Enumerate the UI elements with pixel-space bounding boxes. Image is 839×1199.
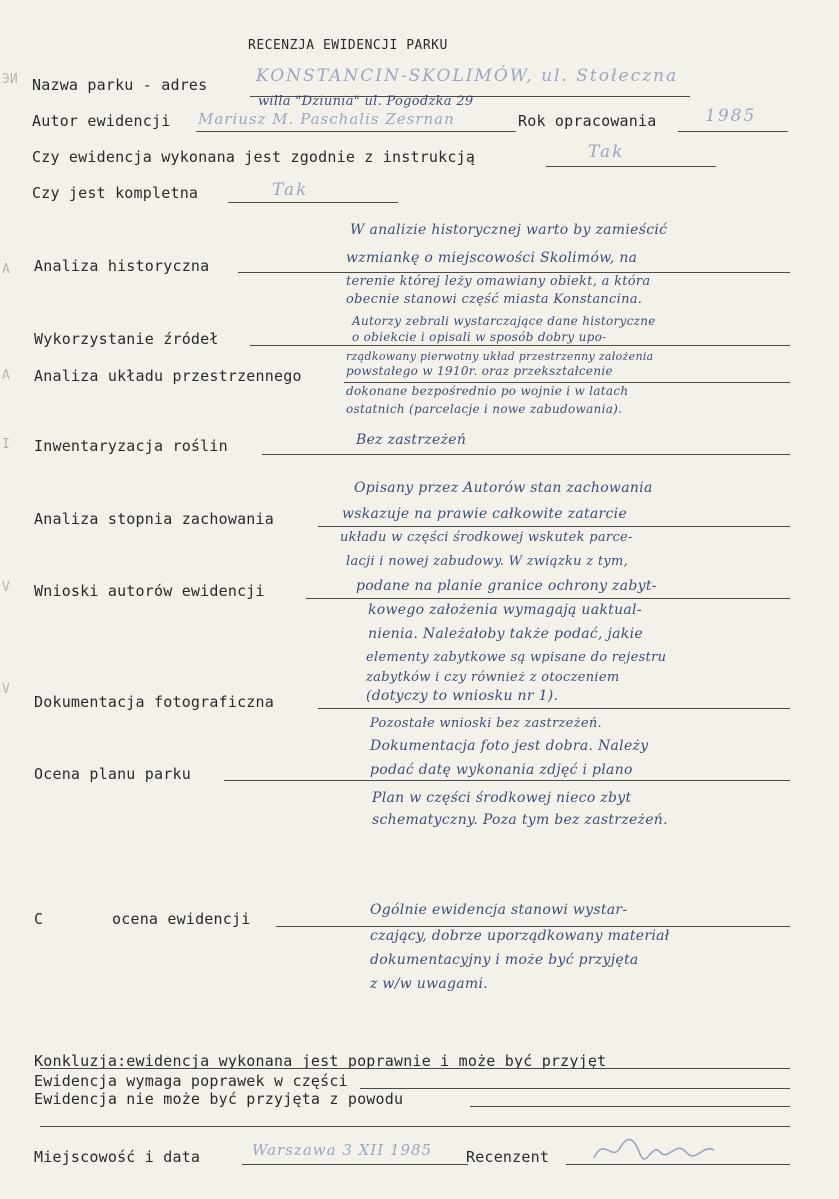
park-name-value: KONSTANCIN-SKOLIMÓW, ul. Stołeczna (256, 66, 679, 86)
place-date-value: Warszawa 3 XII 1985 (252, 1141, 433, 1159)
author-label: Autor ewidencji (32, 112, 171, 130)
margin-mark: ЭИ (2, 72, 18, 87)
handwritten-line: Opisany przez Autorów stan zachowania (354, 480, 653, 496)
handwritten-line: ostatnich (parcelacje i nowe zabudowania). (346, 402, 623, 416)
plan-label: Ocena planu parku (34, 765, 191, 783)
handwritten-line: Autorzy zebrali wystarczające dane historyczne (352, 314, 656, 328)
handwritten-line: (dotyczy to wniosku nr 1). (366, 688, 559, 704)
rule (238, 272, 790, 273)
rule (228, 202, 398, 203)
handwritten-line: układu w części środkowej wskutek parce- (340, 530, 633, 545)
rule (678, 131, 788, 132)
margin-mark: A (2, 368, 10, 383)
rule (360, 1088, 790, 1089)
handwritten-line: dokonane bezpośrednio po wojnie i w latach (346, 384, 629, 398)
handwritten-line: podać datę wykonania zdjęć i plano (370, 762, 633, 778)
handwritten-line: wskazuje na prawie całkowite zatarcie (342, 506, 628, 522)
historical-label: Analiza historyczna (34, 257, 210, 275)
conclusions-label: Wnioski autorów ewidencji (34, 582, 265, 600)
handwritten-line: obecnie stanowi część miasta Konstancina. (346, 292, 643, 307)
handwritten-line: elementy zabytkowe są wpisane do rejestru (366, 650, 667, 665)
handwritten-line: lacji i nowej zabudowy. W związku z tym, (346, 554, 629, 569)
rule (40, 1068, 790, 1069)
year-value: 1985 (705, 106, 757, 126)
handwritten-line: zabytków i czy również z otoczeniem (366, 670, 620, 685)
conclusion-corrections: Ewidencja wymaga poprawek w części (34, 1072, 348, 1090)
plants-label: Inwentaryzacja roślin (34, 437, 228, 455)
handwritten-line: Dokumentacja foto jest dobra. Należy (370, 738, 649, 754)
handwritten-line: czający, dobrze uporządkowany materiał (370, 928, 670, 944)
conclusion-accepted: Konkluzja:ewidencja wykonana jest poprawnie i może być przyjęt (34, 1052, 607, 1070)
author-value: Mariusz M. Paschalis Zesrnan (198, 110, 455, 128)
left-margin-marks (0, 0, 20, 1199)
handwritten-line: dokumentacyjny i może być przyjęta (370, 952, 639, 968)
rule (344, 382, 790, 383)
rule (470, 1106, 790, 1107)
complete-label: Czy jest kompletna (32, 184, 199, 202)
rule (224, 780, 790, 781)
rule (276, 926, 790, 927)
handwritten-line: W analizie historycznej warto by zamieścić (350, 222, 668, 238)
handwritten-line: podane na planie granice ochrony zabyt- (356, 578, 657, 594)
document-title: RECENZJA EWIDENCJI PARKU (248, 38, 448, 53)
park-address-value: willa "Dziunia" ul. Pogodzka 29 (258, 94, 474, 109)
overall-prefix: C (34, 910, 44, 928)
spatial-label: Analiza układu przestrzennego (34, 367, 302, 385)
rule (318, 708, 790, 709)
complete-value: Tak (272, 180, 309, 200)
handwritten-line: kowego założenia wymagają uaktual- (368, 602, 642, 618)
handwritten-line: powstałego w 1910r. oraz przekształcenie (346, 364, 613, 378)
place-date-label: Miejscowość i data (34, 1148, 201, 1166)
compliance-value: Tak (588, 142, 625, 162)
rule (196, 131, 516, 132)
conclusion-rejected: Ewidencja nie może być przyjęta z powodu (34, 1090, 404, 1108)
compliance-label: Czy ewidencja wykonana jest zgodnie z instrukcją (32, 148, 476, 166)
handwritten-line: terenie której leży omawiany obiekt, a która (346, 274, 651, 289)
handwritten-line: schematyczny. Poza tym bez zastrzeżeń. (372, 812, 668, 828)
rule (250, 345, 790, 346)
margin-mark: I (2, 437, 10, 452)
preservation-label: Analiza stopnia zachowania (34, 510, 274, 528)
overall-label: ocena ewidencji (112, 910, 251, 928)
rule (318, 526, 790, 527)
handwritten-line: Plan w części środkowej nieco zbyt (372, 790, 632, 806)
margin-mark: A (2, 262, 10, 277)
rule (242, 1164, 468, 1165)
margin-mark: V (2, 580, 10, 595)
reviewer-signature (590, 1132, 720, 1168)
park-name-label: Nazwa parku - adres (32, 76, 208, 94)
year-label: Rok opracowania (518, 112, 657, 130)
rule (262, 454, 790, 455)
sources-label: Wykorzystanie źródeł (34, 330, 219, 348)
handwritten-line: Bez zastrzeżeń (356, 432, 467, 448)
photo-label: Dokumentacja fotograficzna (34, 693, 274, 711)
rule (546, 166, 716, 167)
reviewer-label: Recenzent (466, 1148, 550, 1166)
handwritten-line: Ogólnie ewidencja stanowi wystar- (370, 902, 628, 918)
handwritten-line: rządkowany pierwotny układ przestrzenny założenia (346, 350, 654, 363)
margin-mark: V (2, 682, 10, 697)
handwritten-line: o obiekcie i opisali w sposób dobry upo- (352, 330, 607, 344)
handwritten-line: nienia. Należałoby także podać, jakie (368, 626, 643, 642)
handwritten-line: z w/w uwagami. (370, 976, 489, 992)
rule (40, 1126, 790, 1127)
rule (306, 598, 790, 599)
handwritten-line: wzmiankę o miejscowości Skolimów, na (346, 250, 638, 266)
handwritten-line: Pozostałe wnioski bez zastrzeżeń. (370, 716, 602, 731)
